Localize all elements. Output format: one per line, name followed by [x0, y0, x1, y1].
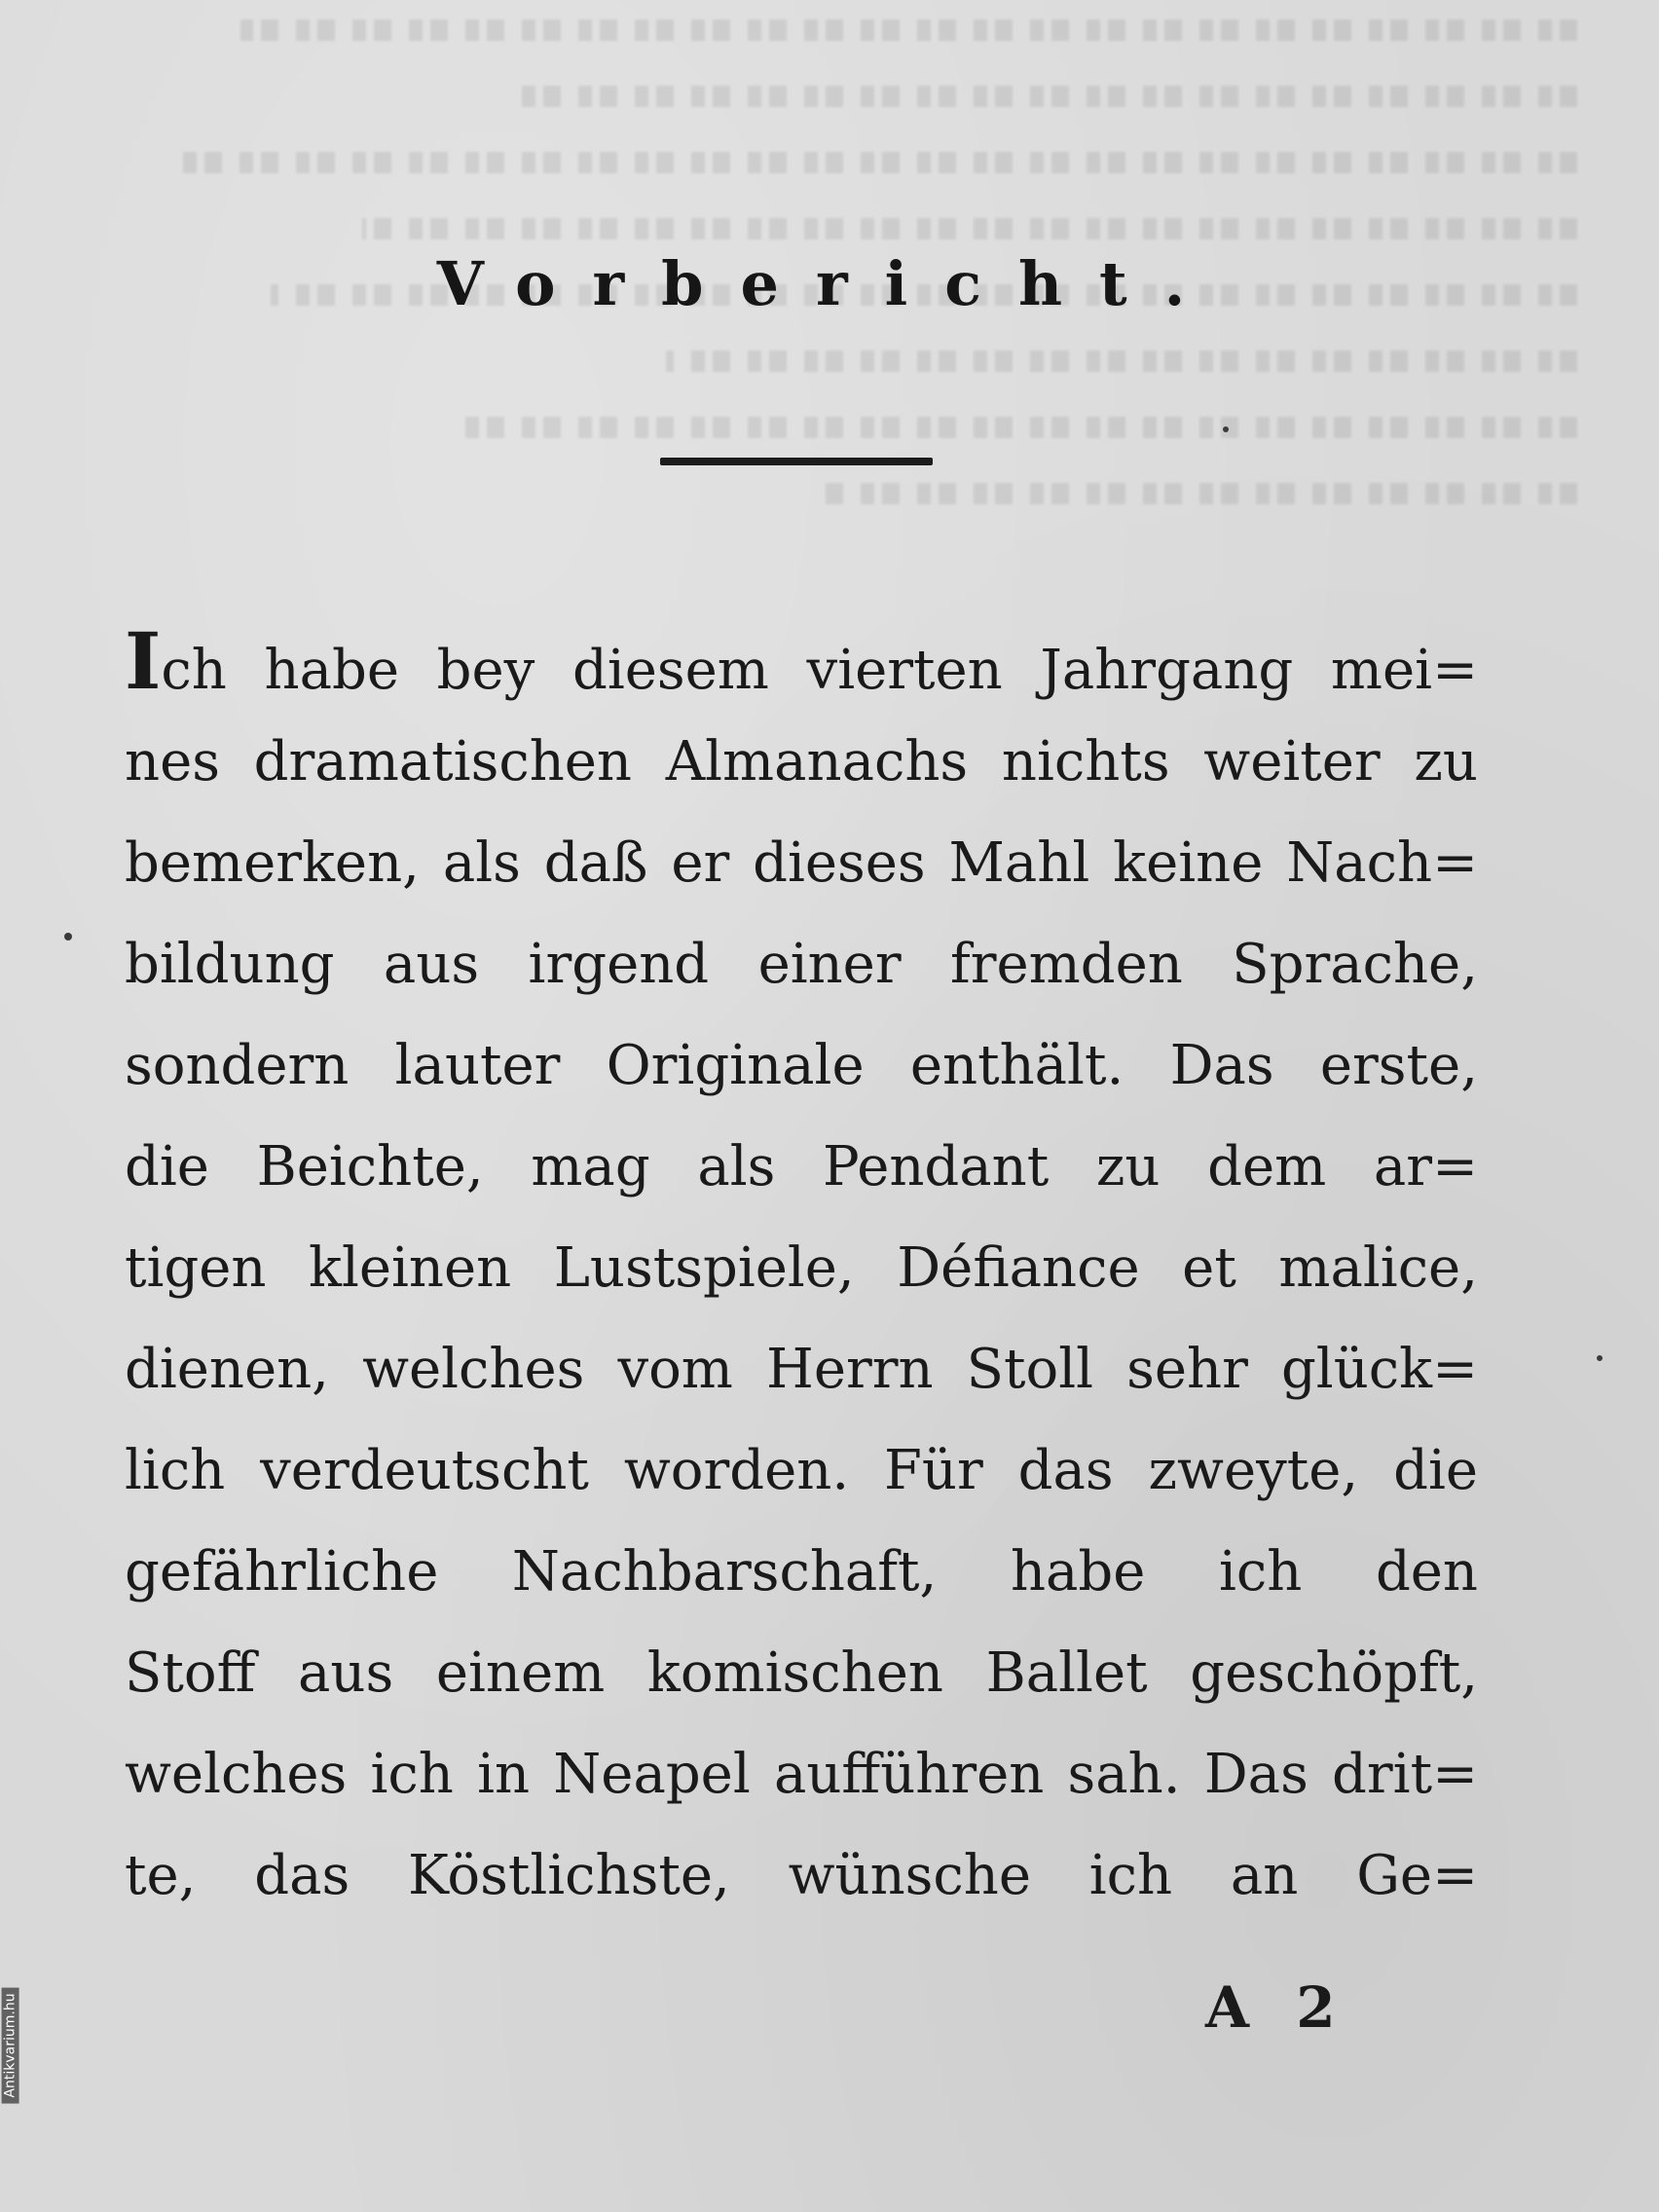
text-line: bemerken, als daß er dieses Mahl keine Nach=	[125, 831, 1478, 895]
text-line: welches ich in Neapel aufführen sah. Das drit=	[125, 1743, 1478, 1806]
text-line: bildung aus irgend einer fremden Sprache,	[125, 933, 1478, 996]
text-line: Ich habe bey diesem vierten Jahrgang mei=	[125, 615, 1478, 707]
text-line: die Beichte, mag als Pendant zu dem ar=	[125, 1135, 1478, 1198]
text-line: gefährliche Nachbarschaft, habe ich den	[125, 1540, 1478, 1604]
paper-speck	[1597, 1355, 1603, 1361]
text-line: Stoff aus einem komischen Ballet geschöpft,	[125, 1641, 1478, 1705]
text-line: sondern lauter Originale enthält. Das erste,	[125, 1034, 1478, 1097]
text-line: dienen, welches vom Herrn Stoll sehr glück=	[125, 1338, 1478, 1401]
paper-speck	[64, 933, 72, 940]
text-line: nes dramatischen Almanachs nichts weiter zu	[125, 730, 1478, 793]
text-line: lich verdeutscht worden. Für das zweyte, die	[125, 1439, 1478, 1502]
signature-mark: A 2	[1205, 1974, 1349, 2041]
text-line: tigen kleinen Lustspiele, Défiance et malice,	[125, 1236, 1478, 1300]
watermark	[0, 1885, 21, 2206]
preface-paragraph	[125, 610, 1478, 1927]
paper-speck	[1223, 426, 1229, 432]
text-line: te, das Köstlichste, wünsche ich an Ge=	[125, 1844, 1478, 1907]
heading-rule	[660, 458, 933, 465]
page-heading: Vorbericht.	[436, 248, 1223, 319]
watermark-text: Antikvarium.hu	[2, 1987, 19, 2103]
